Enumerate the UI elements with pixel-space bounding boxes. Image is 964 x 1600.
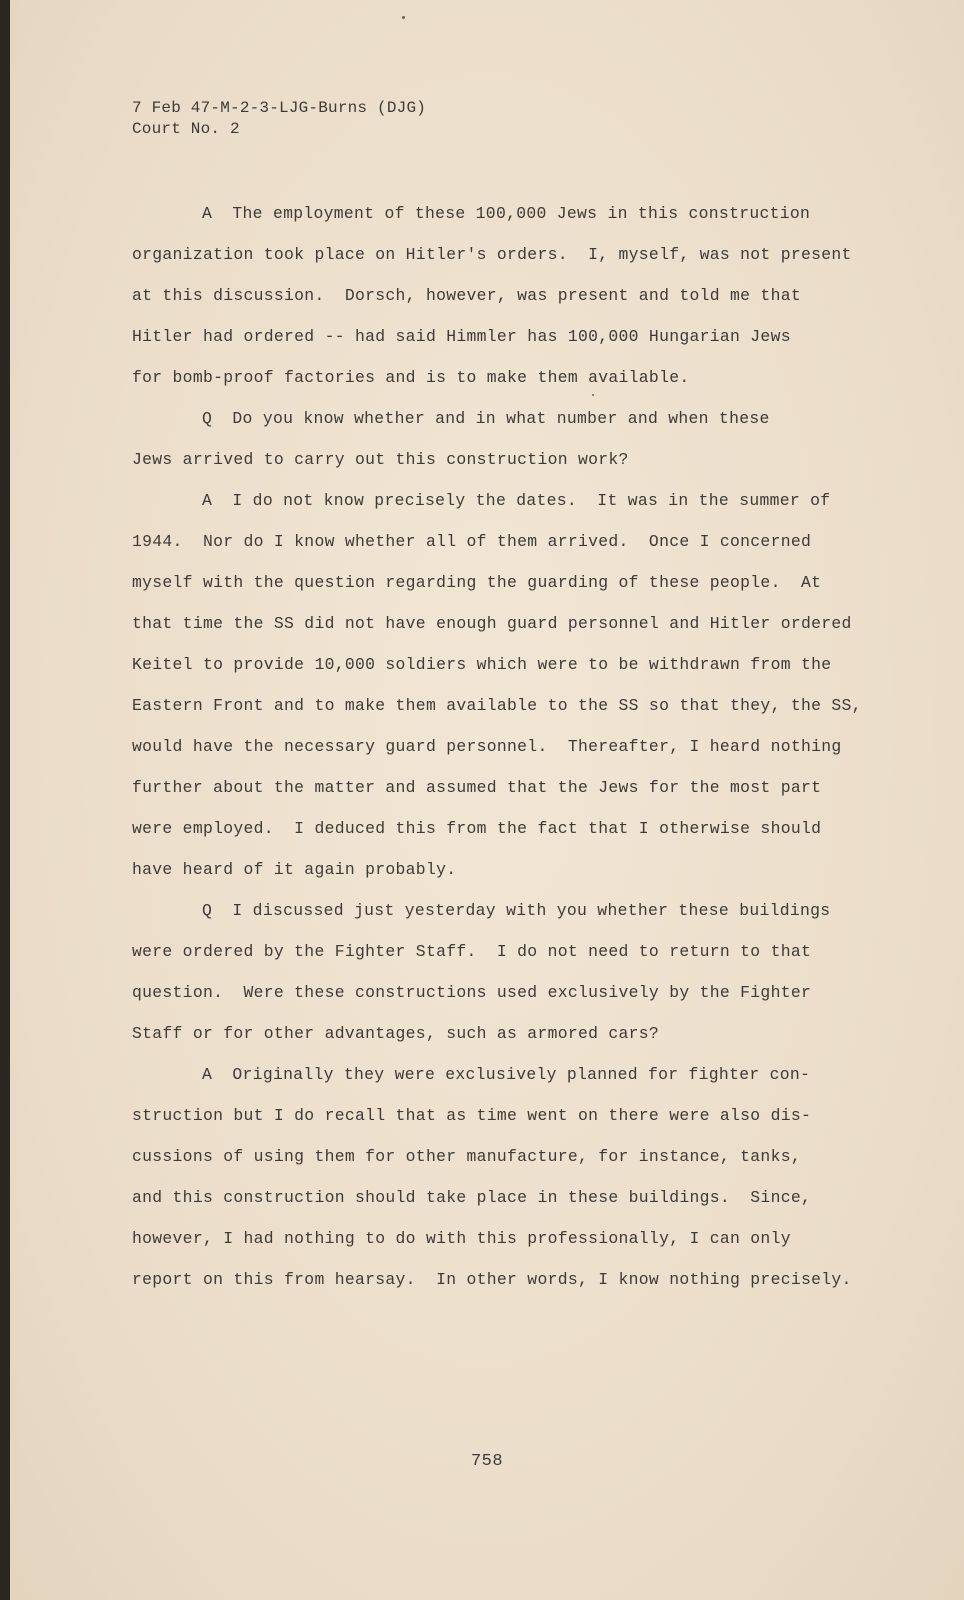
header-reference: 7 Feb 47-M-2-3-LJG-Burns (DJG) [132,99,427,117]
document-header [132,98,426,140]
transcript-line: report on this from hearsay. In other words, I know nothing precisely. [132,1270,852,1289]
page-number: 758 [470,1452,504,1471]
transcript-line: Staff or for other advantages, such as armored cars? [132,1024,660,1043]
transcript-line: and this construction should take place in these buildings. Since, [132,1188,812,1207]
transcript-line: A I do not know precisely the dates. It was in the summer of [202,491,831,510]
transcript-line: that time the SS did not have enough guard personnel and Hitler ordered [132,614,852,633]
transcript-line: would have the necessary guard personnel. Thereafter, I heard nothing [132,737,842,756]
transcript-line: at this discussion. Dorsch, however, was present and told me that [132,286,801,305]
transcript-line: Jews arrived to carry out this construction work? [132,450,629,469]
document-page [10,0,964,1600]
transcript-line: organization took place on Hitler's orders. I, myself, was not present [132,245,852,264]
transcript-line: were ordered by the Fighter Staff. I do not need to return to that [132,942,812,961]
transcript-line: A Originally they were exclusively planned for fighter con- [202,1065,811,1084]
paper-speck [402,16,405,19]
transcript-line: 1944. Nor do I know whether all of them arrived. Once I concerned [132,532,812,551]
transcript-line: A The employment of these 100,000 Jews in this construction [202,204,811,223]
transcript-line: Keitel to provide 10,000 soldiers which were to be withdrawn from the [132,655,832,674]
transcript-body [132,193,867,1300]
transcript-line: were employed. I deduced this from the fact that I otherwise should [132,819,822,838]
transcript-line: Q Do you know whether and in what number and when these [202,409,770,428]
header-court: Court No. 2 [132,120,240,138]
transcript-line: further about the matter and assumed that the Jews for the most part [132,778,822,797]
transcript-line: Q I discussed just yesterday with you whether these buildings [202,901,831,920]
transcript-line: cussions of using them for other manufacture, for instance, tanks, [132,1147,801,1166]
transcript-line: however, I had nothing to do with this professionally, I can only [132,1229,791,1248]
transcript-line: have heard of it again probably. [132,860,457,879]
transcript-line: question. Were these constructions used exclusively by the Fighter [132,983,812,1002]
transcript-line: struction but I do recall that as time went on there were also dis- [132,1106,812,1125]
transcript-line: Hitler had ordered -- had said Himmler has 100,000 Hungarian Jews [132,327,791,346]
transcript-line: for bomb-proof factories and is to make them available. [132,368,690,387]
transcript-line: myself with the question regarding the guarding of these people. At [132,573,822,592]
transcript-line: Eastern Front and to make them available to the SS so that they, the SS, [132,696,862,715]
